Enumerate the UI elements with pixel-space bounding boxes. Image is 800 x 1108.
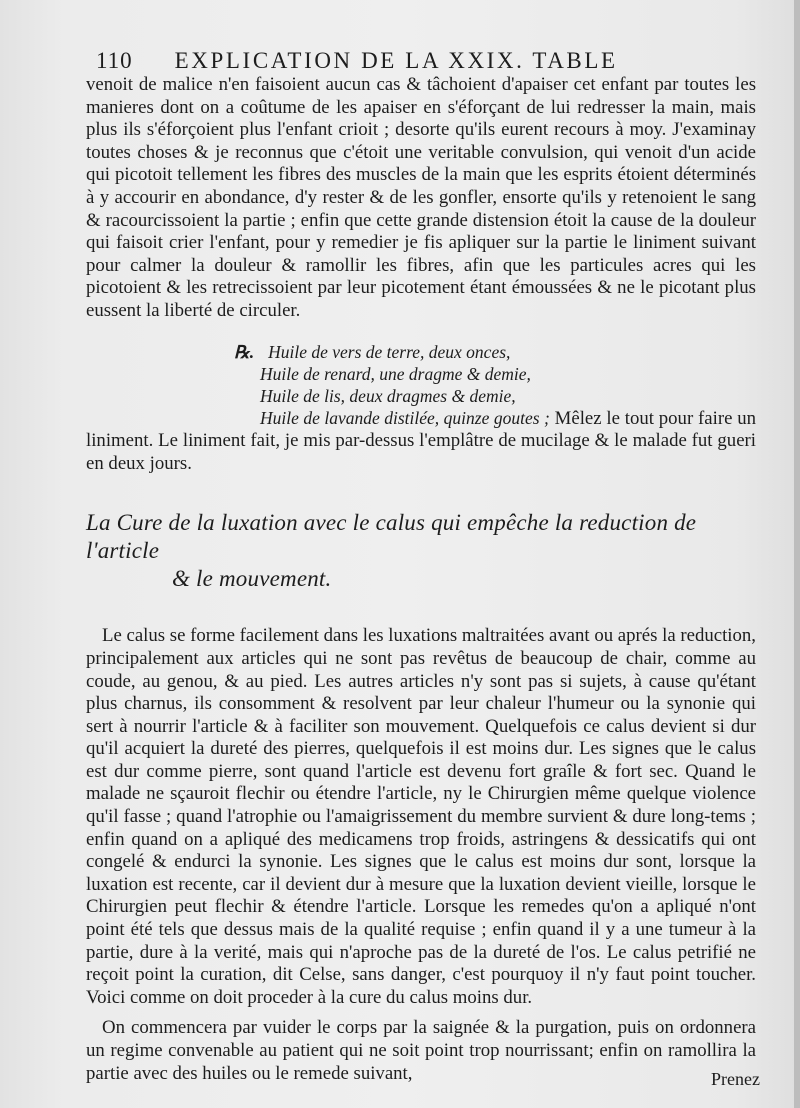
running-head [96,48,756,74]
paragraph-treatment: On commencera par vuider le corps par la saignée & la purgation, puis on ordonnera un regime convenable au patient qui ne soit point trop nourrissant; enfin on ramollira la partie avec des huiles ou le remede suivant, [86,1017,756,1084]
catchword: Prenez [711,1069,760,1089]
paragraph-calus-signs: Le calus se forme facilement dans les luxations maltraitées avant ou aprés la reduction, principalement aux articles qui ne sont pas revêtus de beaucoup de chair, comme au coude, au genou, & au pied. Les autres articles n'y sont pas si sujets, à cause qu'étant plus charnus, ils consomment & resolvent par leur chaleur l'humeur ou la synonie qui sert à nourrir l'article & à faciliter son mouvement. Quelquefois ce calus devient si dur qu'il acquiert la dureté des pierres, quelquefois il est moins dur. Les signes que le calus est dur comme pierre, sont quand l'article est devenu fort graîle & fort sec. Quand le malade ne sçauroit flechir ou étendre l'article, ny le Chirurgien même quelque violence qu'il fasse ; quand l'atrophie ou l'amaigrissement du membre survient & dure long-tems ; enfin quand on a apliqué des medicamens trop froids, astringens & dessicatifs qui ont congelé & endurci la synonie. Les signes que le calus est moins dur sont, lorsque la luxation est recente, car il devient dur à mesure que la luxation devient vieille, lorsque le Chirurgien peut flechir & étendre l'article. Lorsque les remedes qu'on a apliqué n'ont point été tels que dessus mais de la qualité requise ; enfin quand il y a une tumeur à la partie, dure à la verité, mais qui n'aproche pas de la dureté de l'os. Le calus petrifié ne reçoit point la curation, dit Celse, sans danger, c'est pourquoy il n'y faut point toucher. Voici comme on doit proceder à la cure du calus moins dur. [86,625,756,1008]
page-number: 110 [96,48,133,73]
recipe-tail-text: Mêlez le tout pour faire un liniment. Le liniment fait, je mis par-dessus l'emplâtre de mucilage & le malade fut gueri en deux jours. [86,407,756,474]
recipe-line-4: Huile de lavande distilée, quinze goutes ; [260,407,550,428]
recipe-line-3: Huile de lis, deux dragmes & demie, [260,385,516,406]
paragraph-case-narrative: venoit de malice n'en faisoient aucun cas & tâchoient d'apaiser cet enfant par toutes les manieres dont on a coûtume de les apaiser en s'éforçant de lui redresser la main, mais plus ils s'éforçoient plus l'enfant crioit ; desorte qu'ils eurent recours à moy. J'examinay toutes choses & je reconnus que c'étoit une veritable convulsion, qui venoit d'un acide qui picotoit tellement les fibres des muscles de la main que les esprits étoient déterminés à y accourir en abondance, d'y rester & de les gonfler, ensorte qu'ils y retenoient le sang & racourcissoient la partie ; enfin que cette grande distension étoit la cause de la douleur qui faisoit crier l'enfant, pour y remedier je fis apliquer sur la partie le liniment suivant pour calmer la douleur & ramollir les fibres, afin que les particules acres qui les picotoient & les retrecissoient par leur picotement étant émoussées & ne le picotant plus eussent la liberté de circuler. [86,74,756,321]
page-title: EXPLICATION DE LA XXIX. TABLE [174,48,618,73]
recipe-line-1 [234,341,756,363]
section-heading-line-1: La Cure de la luxation avec le calus qui empêche la reduction de l'article [86,510,697,564]
recipe-conclusion [86,407,756,476]
section-heading-line-2: & le mouvement. [172,566,332,592]
page-edge [794,0,800,1108]
recipe-ingredient: Huile de vers de terre, deux onces, [268,341,511,362]
recipe-line-2: Huile de renard, une dragme & demie, [260,363,531,384]
section-heading [86,509,756,593]
recipe-symbol: ℞. [234,341,255,362]
recipe-block [234,341,756,407]
